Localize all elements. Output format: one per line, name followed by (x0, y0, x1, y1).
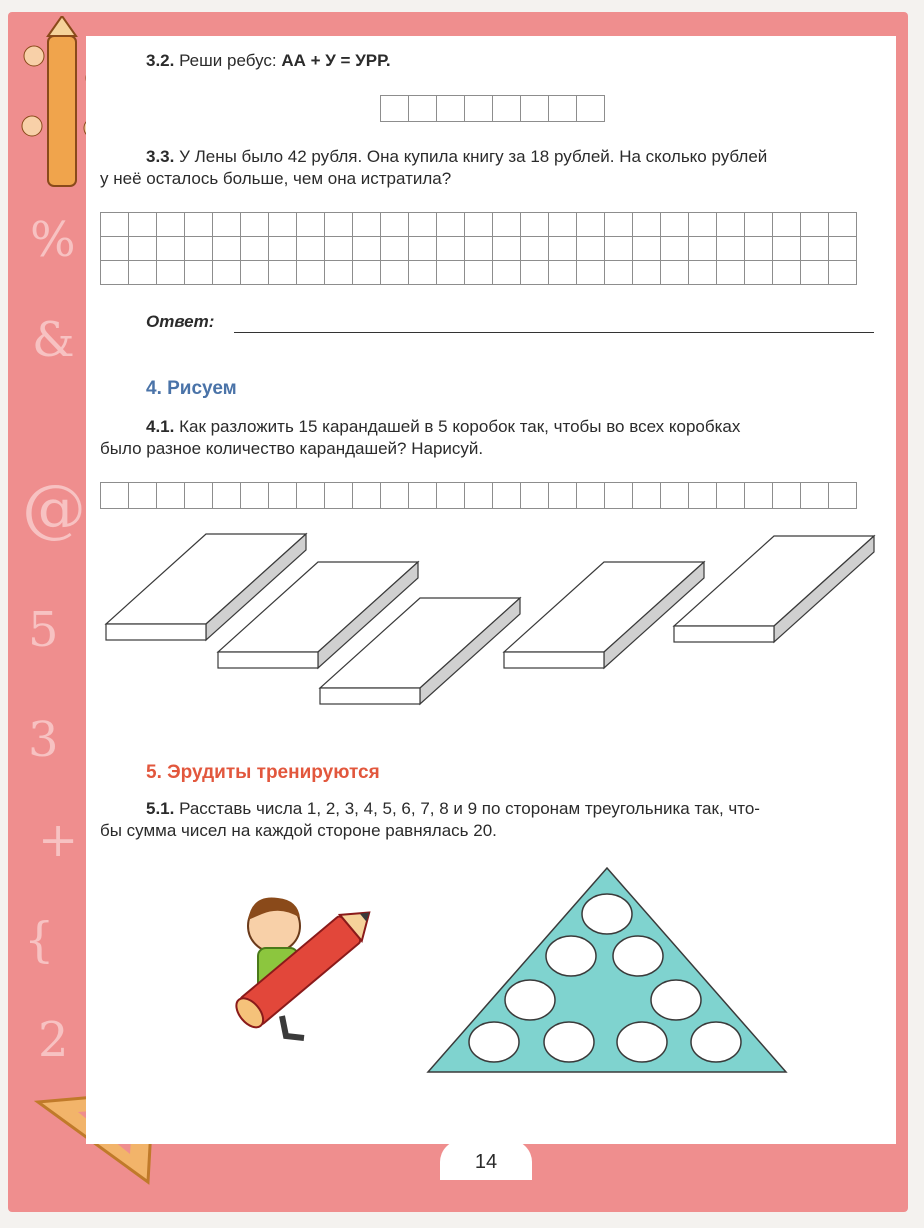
boy-with-pencil-illustration (222, 876, 382, 1056)
task-number: 3.3. (146, 147, 175, 166)
pencil-box-4 (504, 562, 704, 668)
grid-cell[interactable] (437, 483, 465, 509)
grid-cell[interactable] (717, 261, 745, 285)
solution-grid[interactable] (100, 212, 857, 285)
grid-cell[interactable] (633, 213, 661, 237)
grid-cell[interactable] (633, 237, 661, 261)
task-number: 3.2. (146, 51, 175, 70)
grid-cell[interactable] (465, 213, 493, 237)
grid-cell[interactable] (717, 213, 745, 237)
grid-cell[interactable] (465, 261, 493, 285)
grid-cell[interactable] (101, 261, 129, 285)
task-3-2 (146, 50, 391, 72)
grid-cell[interactable] (241, 483, 269, 509)
section-4-heading: 4. Рисуем (146, 378, 237, 399)
grid-cell[interactable] (577, 213, 605, 237)
grid-cell[interactable] (465, 237, 493, 261)
grid-cell[interactable] (213, 213, 241, 237)
grid-cell[interactable] (157, 261, 185, 285)
grid-cell[interactable] (689, 483, 717, 509)
grid-cell[interactable] (549, 213, 577, 237)
grid-cell[interactable] (633, 483, 661, 509)
grid-cell[interactable] (129, 213, 157, 237)
grid-cell[interactable] (269, 261, 297, 285)
drawing-row-grid[interactable] (100, 482, 857, 509)
grid-cell[interactable] (409, 237, 437, 261)
grid-cell[interactable] (773, 261, 801, 285)
grid-cell[interactable] (381, 261, 409, 285)
grid-cell[interactable] (577, 483, 605, 509)
grid-cell[interactable] (605, 483, 633, 509)
grid-cell[interactable] (493, 483, 521, 509)
number-circle-4[interactable] (505, 980, 555, 1020)
number-circle-3[interactable] (613, 936, 663, 976)
grid-cell[interactable] (353, 261, 381, 285)
task-text: Реши ребус: (174, 51, 282, 70)
grid-cell[interactable] (101, 483, 129, 509)
grid-cell[interactable] (549, 237, 577, 261)
grid-cell[interactable] (773, 483, 801, 509)
grid-cell[interactable] (829, 213, 857, 237)
grid-cell[interactable] (381, 483, 409, 509)
grid-cell[interactable] (801, 261, 829, 285)
number-circle-6[interactable] (469, 1022, 519, 1062)
grid-cell[interactable] (521, 237, 549, 261)
number-circle-8[interactable] (617, 1022, 667, 1062)
number-circle-7[interactable] (544, 1022, 594, 1062)
grid-cell[interactable] (409, 483, 437, 509)
grid-cell[interactable] (213, 261, 241, 285)
grid-cell[interactable] (661, 483, 689, 509)
pencil-box-5 (674, 536, 874, 642)
grid-cell[interactable] (129, 483, 157, 509)
task-4-1-line-2: было разное количество карандашей? Нарисуй. (100, 439, 484, 458)
grid-cell[interactable] (521, 213, 549, 237)
task-5-1 (146, 798, 760, 820)
task-5-1-line-2: бы сумма чисел на каждой стороне равнялась 20. (100, 821, 497, 840)
grid-cell[interactable] (437, 261, 465, 285)
grid-cell[interactable] (185, 237, 213, 261)
grid-cell[interactable] (241, 261, 269, 285)
brace-decoration: { (24, 912, 55, 968)
grid-cell[interactable] (493, 237, 521, 261)
pencil-boxes-illustration (86, 524, 896, 714)
grid-cell[interactable] (409, 261, 437, 285)
grid-cell[interactable] (353, 483, 381, 509)
grid-cell[interactable] (437, 237, 465, 261)
grid-cell[interactable] (717, 237, 745, 261)
grid-cell[interactable] (577, 237, 605, 261)
grid-cell[interactable] (521, 261, 549, 285)
answer-line[interactable] (234, 332, 874, 333)
grid-cell[interactable] (297, 261, 325, 285)
ampersand-decoration: & (32, 312, 75, 368)
task-number: 4.1. (146, 417, 175, 436)
rebus-answer-grid[interactable] (380, 95, 605, 122)
grid-cell[interactable] (549, 261, 577, 285)
grid-cell[interactable] (297, 483, 325, 509)
grid-cell[interactable] (325, 237, 353, 261)
grid-cell[interactable] (185, 261, 213, 285)
number-circle-9[interactable] (691, 1022, 741, 1062)
grid-cell[interactable] (521, 483, 549, 509)
grid-cell[interactable] (773, 237, 801, 261)
digit-five-decoration: 5 (28, 602, 59, 658)
grid-cell[interactable] (633, 261, 661, 285)
worksheet-page (86, 36, 896, 1144)
grid-cell[interactable] (325, 483, 353, 509)
grid-cell[interactable] (297, 237, 325, 261)
grid-cell[interactable] (353, 237, 381, 261)
grid-cell[interactable] (717, 483, 745, 509)
task-text-line-1: Как разложить 15 карандашей в 5 коробок так, чтобы во всех коробках (174, 417, 741, 436)
grid-cell[interactable] (241, 213, 269, 237)
grid-cell[interactable] (241, 237, 269, 261)
grid-cell[interactable] (157, 483, 185, 509)
grid-cell[interactable] (185, 483, 213, 509)
grid-cell[interactable] (661, 237, 689, 261)
grid-cell[interactable] (269, 237, 297, 261)
task-number: 5.1. (146, 799, 175, 818)
task-3-3-line-2: у неё осталось больше, чем она истратила? (100, 169, 452, 188)
grid-cell[interactable] (213, 237, 241, 261)
answer-label: Ответ: (146, 312, 215, 331)
number-circle-1[interactable] (582, 894, 632, 934)
section-5-heading: 5. Эрудиты тренируются (146, 762, 380, 783)
grid-cell[interactable] (101, 213, 129, 237)
grid-cell[interactable] (129, 261, 157, 285)
page-number: 14 (440, 1140, 532, 1180)
grid-cell[interactable] (745, 261, 773, 285)
grid-cell[interactable] (409, 213, 437, 237)
grid-cell[interactable] (325, 261, 353, 285)
grid-cell[interactable] (661, 261, 689, 285)
grid-cell[interactable] (801, 213, 829, 237)
grid-cell[interactable] (493, 261, 521, 285)
grid-cell[interactable] (381, 237, 409, 261)
task-3-3 (146, 146, 767, 168)
grid-cell[interactable] (745, 483, 773, 509)
grid-cell[interactable] (269, 213, 297, 237)
task-text-line-1: У Лены было 42 рубля. Она купила книгу за 18 рублей. На сколько рублей (174, 147, 768, 166)
grid-cell[interactable] (801, 237, 829, 261)
plus-decoration: + (38, 812, 79, 868)
grid-cell[interactable] (577, 261, 605, 285)
rebus-text: АА + У = УРР. (281, 51, 391, 70)
at-sign-decoration: @ (22, 472, 86, 546)
grid-cell[interactable] (605, 213, 633, 237)
digit-two-decoration: 2 (38, 1012, 69, 1068)
grid-cell[interactable] (605, 261, 633, 285)
grid-cell[interactable] (297, 213, 325, 237)
grid-cell[interactable] (773, 213, 801, 237)
grid-cell[interactable] (325, 213, 353, 237)
grid-cell[interactable] (465, 483, 493, 509)
grid-cell[interactable] (829, 261, 857, 285)
grid-cell[interactable] (157, 237, 185, 261)
grid-cell[interactable] (829, 237, 857, 261)
percent-decoration: % (30, 212, 76, 268)
grid-cell[interactable] (661, 213, 689, 237)
grid-cell[interactable] (353, 213, 381, 237)
task-text-line-1: Расставь числа 1, 2, 3, 4, 5, 6, 7, 8 и 9 по сторонам треугольника так, что- (174, 799, 760, 818)
digit-three-decoration: 3 (28, 712, 59, 768)
task-4-1 (146, 416, 740, 438)
number-circle-5[interactable] (651, 980, 701, 1020)
grid-cell[interactable] (157, 213, 185, 237)
grid-cell[interactable] (829, 483, 857, 509)
grid-cell[interactable] (745, 213, 773, 237)
grid-cell[interactable] (493, 213, 521, 237)
grid-cell[interactable] (689, 261, 717, 285)
grid-cell[interactable] (745, 237, 773, 261)
grid-cell[interactable] (129, 237, 157, 261)
grid-cell[interactable] (185, 213, 213, 237)
number-triangle-puzzle (424, 864, 790, 1078)
grid-cell[interactable] (689, 237, 717, 261)
grid-cell[interactable] (213, 483, 241, 509)
grid-cell[interactable] (549, 483, 577, 509)
grid-cell[interactable] (269, 483, 297, 509)
grid-cell[interactable] (689, 213, 717, 237)
grid-cell[interactable] (101, 237, 129, 261)
grid-cell[interactable] (437, 213, 465, 237)
grid-cell[interactable] (381, 213, 409, 237)
grid-cell[interactable] (605, 237, 633, 261)
grid-cell[interactable] (801, 483, 829, 509)
number-circle-2[interactable] (546, 936, 596, 976)
